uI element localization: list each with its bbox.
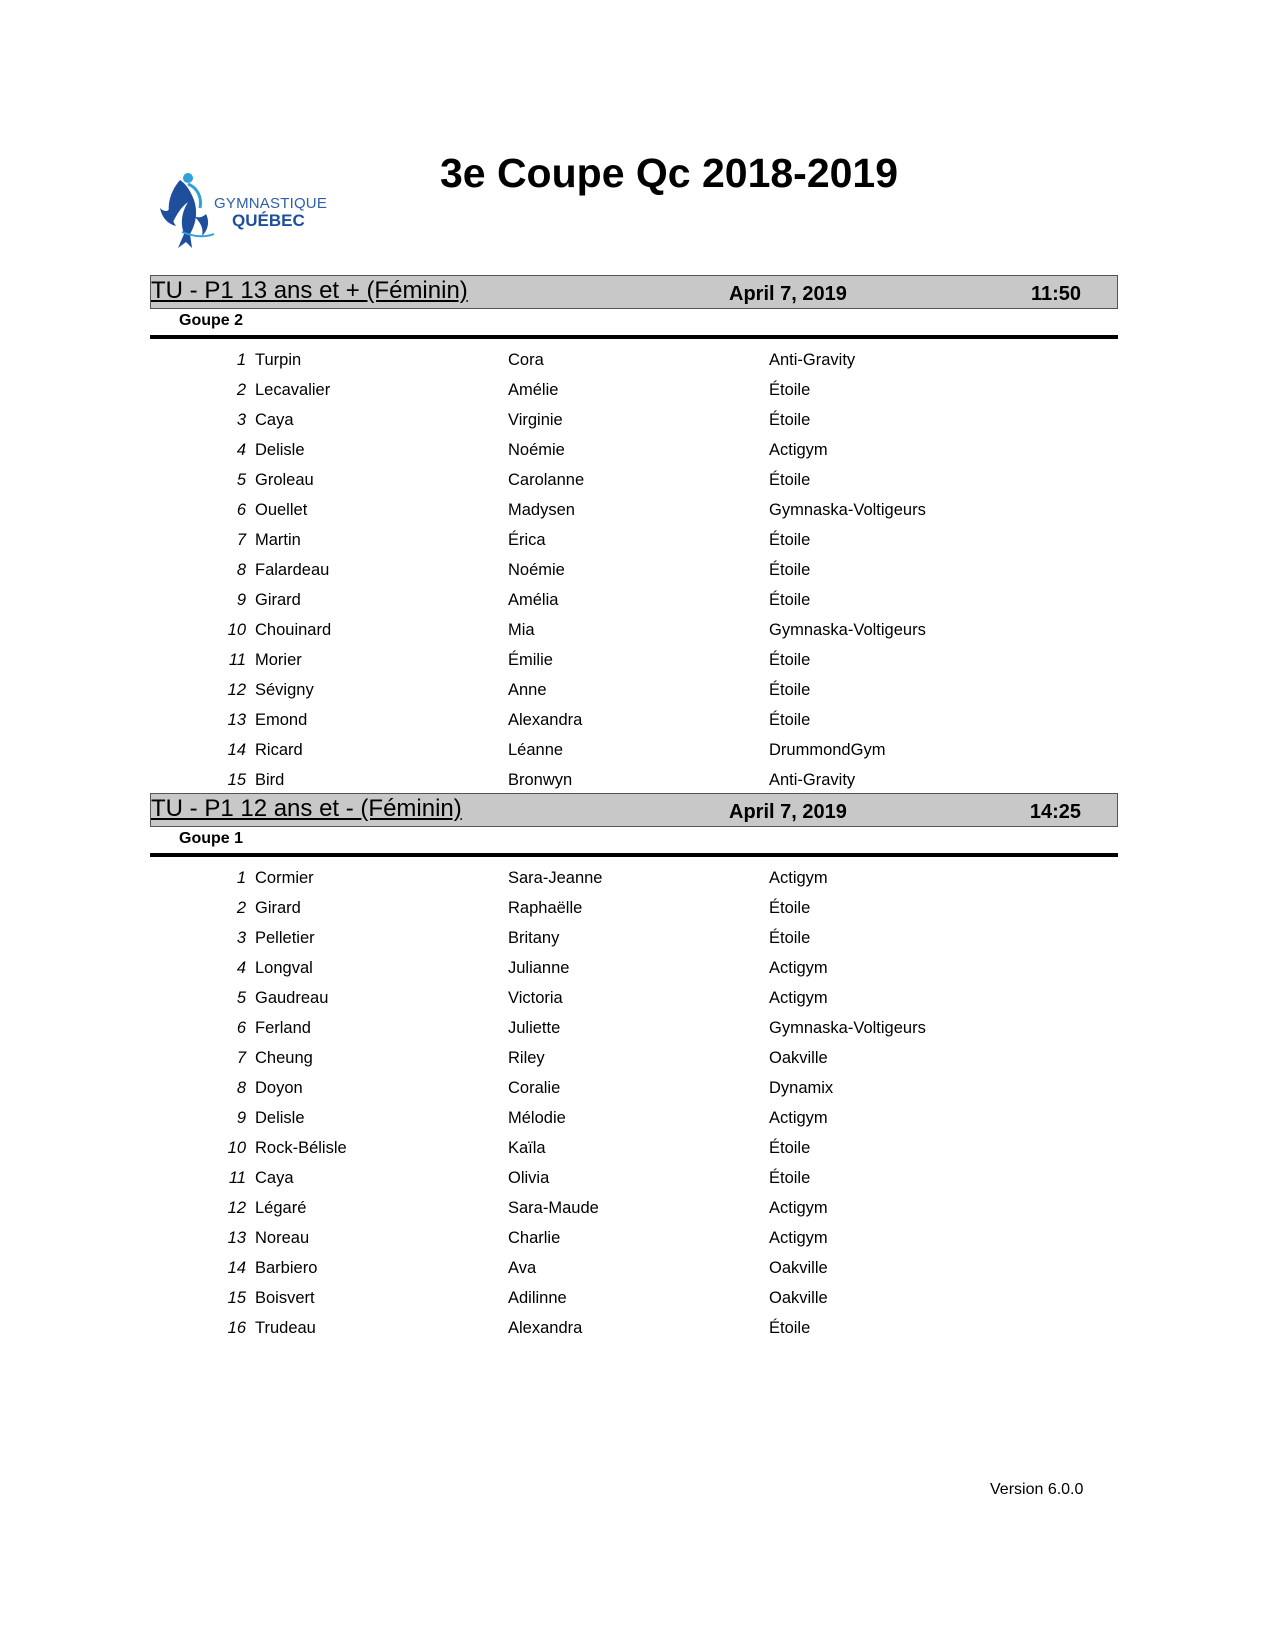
athlete-order-number: 3 [236,929,246,947]
athlete-row [150,405,1118,435]
athlete-club: Actigym [769,1109,828,1127]
athlete-club: DrummondGym [769,741,886,759]
athlete-row [150,435,1118,465]
athlete-row [150,1163,1118,1193]
athlete-club: Étoile [769,591,811,609]
athlete-last-name: Falardeau [255,561,330,579]
athlete-row [150,1013,1118,1043]
athlete-order-number: 8 [236,1079,246,1097]
athlete-club: Dynamix [769,1079,834,1097]
athlete-order-number: 3 [236,411,246,429]
athlete-last-name: Boisvert [255,1289,315,1307]
group-label: Goupe 1 [179,830,244,847]
athlete-club: Actigym [769,1229,828,1247]
athlete-last-name: Cormier [255,869,314,887]
athlete-last-name: Caya [255,411,294,429]
session-header [150,793,1118,827]
athlete-first-name: Anne [508,681,547,699]
athlete-club: Étoile [769,381,811,399]
athlete-last-name: Barbiero [255,1259,318,1277]
athlete-row [150,585,1118,615]
version-label: Version 6.0.0 [990,1481,1084,1498]
athlete-last-name: Gaudreau [255,989,329,1007]
athlete-order-number: 9 [236,1109,246,1127]
athlete-row [150,953,1118,983]
athlete-row [150,555,1118,585]
athlete-first-name: Juliette [508,1019,561,1037]
session-date: April 7, 2019 [729,283,847,305]
athlete-first-name: Olivia [508,1169,550,1187]
athlete-row [150,675,1118,705]
athlete-row [150,1073,1118,1103]
athlete-row [150,645,1118,675]
athlete-last-name: Ricard [255,741,303,759]
athlete-last-name: Rock-Bélisle [255,1139,347,1157]
athlete-first-name: Bronwyn [508,771,573,789]
athlete-order-number: 11 [228,1169,246,1187]
athlete-order-number: 7 [236,1049,246,1067]
athlete-last-name: Longval [255,959,313,977]
athlete-order-number: 4 [236,959,246,977]
athlete-order-number: 12 [227,681,246,699]
athlete-club: Gymnaska-Voltigeurs [769,501,926,519]
athlete-club: Oakville [769,1289,828,1307]
athlete-club: Actigym [769,869,828,887]
athlete-club: Gymnaska-Voltigeurs [769,621,926,639]
athlete-last-name: Delisle [255,441,305,459]
athlete-last-name: Groleau [255,471,314,489]
athlete-first-name: Cora [508,351,544,369]
athlete-last-name: Pelletier [255,929,315,947]
group-divider [150,335,1118,339]
athlete-list [150,863,1118,1343]
athlete-first-name: Virginie [508,411,563,429]
athlete-club: Gymnaska-Voltigeurs [769,1019,926,1037]
athlete-order-number: 1 [236,869,246,887]
athlete-club: Anti-Gravity [769,771,856,789]
athlete-last-name: Chouinard [255,621,332,639]
athlete-first-name: Riley [508,1049,545,1067]
athlete-order-number: 13 [227,711,246,729]
athlete-row [150,1283,1118,1313]
athlete-last-name: Lecavalier [255,381,331,399]
athlete-order-number: 10 [227,621,246,639]
athlete-order-number: 16 [227,1319,246,1337]
athlete-last-name: Ferland [255,1019,311,1037]
athlete-row [150,495,1118,525]
athlete-first-name: Émilie [508,651,553,669]
athlete-row [150,1103,1118,1133]
athlete-row [150,1253,1118,1283]
athlete-last-name: Ouellet [255,501,308,519]
session-section-1 [150,275,1118,795]
session-time: 14:25 [1029,801,1081,823]
athlete-first-name: Raphaëlle [508,899,583,917]
athlete-order-number: 14 [227,1259,246,1277]
logo-line-2: QUÉBEC [232,211,305,230]
session-time: 11:50 [1030,283,1081,305]
athlete-last-name: Morier [255,651,302,669]
athlete-row [150,705,1118,735]
athlete-first-name: Victoria [508,989,563,1007]
athlete-club: Étoile [769,1139,811,1157]
athlete-club: Actigym [769,441,828,459]
athlete-last-name: Turpin [255,351,302,369]
athlete-last-name: Doyon [255,1079,303,1097]
athlete-row [150,1313,1118,1343]
group-divider [150,853,1118,857]
athlete-last-name: Girard [255,591,301,609]
athlete-order-number: 6 [236,501,246,519]
athlete-first-name: Érica [508,531,546,549]
athlete-club: Étoile [769,1169,811,1187]
athlete-first-name: Julianne [508,959,570,977]
athlete-order-number: 9 [236,591,246,609]
athlete-last-name: Légaré [255,1199,307,1217]
athlete-order-number: 13 [227,1229,246,1247]
athlete-club: Étoile [769,929,811,947]
athlete-order-number: 2 [236,381,246,399]
athlete-row [150,1223,1118,1253]
athlete-first-name: Léanne [508,741,564,759]
athlete-order-number: 15 [227,771,246,789]
athlete-row [150,375,1118,405]
athlete-club: Étoile [769,899,811,917]
session-section-2 [150,793,1118,1343]
athlete-club: Actigym [769,959,828,977]
athlete-order-number: 8 [236,561,246,579]
athlete-club: Étoile [769,531,811,549]
athlete-first-name: Alexandra [508,711,583,729]
session-header [150,275,1118,309]
athlete-last-name: Bird [255,771,285,789]
session-title: TU - P1 12 ans et - (Féminin) [151,795,462,822]
athlete-first-name: Sara-Maude [508,1199,599,1217]
athlete-order-number: 11 [228,651,246,669]
athlete-list [150,345,1118,795]
athlete-last-name: Emond [255,711,308,729]
athlete-order-number: 14 [227,741,246,759]
athlete-last-name: Cheung [255,1049,313,1067]
athlete-club: Étoile [769,711,811,729]
athlete-row [150,345,1118,375]
athlete-order-number: 12 [227,1199,246,1217]
athlete-last-name: Martin [255,531,301,549]
athlete-row [150,923,1118,953]
athlete-first-name: Kaïla [508,1139,546,1157]
athlete-row [150,983,1118,1013]
group-label: Goupe 2 [179,312,244,329]
athlete-first-name: Adilinne [508,1289,567,1307]
athlete-club: Anti-Gravity [769,351,856,369]
athlete-row [150,1193,1118,1223]
athlete-club: Oakville [769,1259,828,1277]
athlete-row [150,863,1118,893]
athlete-first-name: Alexandra [508,1319,583,1337]
athlete-club: Étoile [769,651,811,669]
logo-line-1: GYMNASTIQUE [214,195,328,212]
athlete-order-number: 1 [236,351,246,369]
athlete-first-name: Sara-Jeanne [508,869,603,887]
athlete-order-number: 4 [236,441,246,459]
athlete-row [150,1043,1118,1073]
athlete-order-number: 5 [236,989,246,1007]
athlete-first-name: Mia [508,621,535,639]
athlete-first-name: Amélie [508,381,559,399]
page-title: 3e Coupe Qc 2018-2019 [439,150,899,196]
athlete-order-number: 6 [236,1019,246,1037]
athlete-last-name: Sévigny [255,681,314,699]
athlete-last-name: Girard [255,899,301,917]
athlete-first-name: Noémie [508,441,565,459]
session-title: TU - P1 13 ans et + (Féminin) [151,277,468,304]
athlete-club: Étoile [769,561,811,579]
athlete-row [150,765,1118,795]
athlete-first-name: Carolanne [508,471,585,489]
athlete-first-name: Ava [508,1259,537,1277]
athlete-last-name: Noreau [255,1229,310,1247]
athlete-club: Actigym [769,989,828,1007]
athlete-first-name: Madysen [508,501,575,519]
athlete-first-name: Britany [508,929,560,947]
athlete-order-number: 2 [236,899,246,917]
session-date: April 7, 2019 [729,801,847,823]
athlete-first-name: Coralie [508,1079,561,1097]
athlete-club: Étoile [769,411,811,429]
athlete-last-name: Trudeau [255,1319,316,1337]
athlete-order-number: 15 [227,1289,246,1307]
athlete-order-number: 10 [227,1139,246,1157]
athlete-first-name: Charlie [508,1229,561,1247]
athlete-first-name: Mélodie [508,1109,566,1127]
athlete-order-number: 7 [236,531,246,549]
athlete-club: Oakville [769,1049,828,1067]
athlete-club: Étoile [769,471,811,489]
athlete-club: Étoile [769,681,811,699]
athlete-last-name: Caya [255,1169,294,1187]
athlete-first-name: Noémie [508,561,565,579]
athlete-row [150,893,1118,923]
athlete-row [150,615,1118,645]
athlete-last-name: Delisle [255,1109,305,1127]
athlete-row [150,1133,1118,1163]
athlete-first-name: Amélia [508,591,559,609]
athlete-row [150,525,1118,555]
athlete-club: Actigym [769,1199,828,1217]
athlete-club: Étoile [769,1319,811,1337]
athlete-order-number: 5 [236,471,246,489]
athlete-row [150,465,1118,495]
athlete-row [150,735,1118,765]
